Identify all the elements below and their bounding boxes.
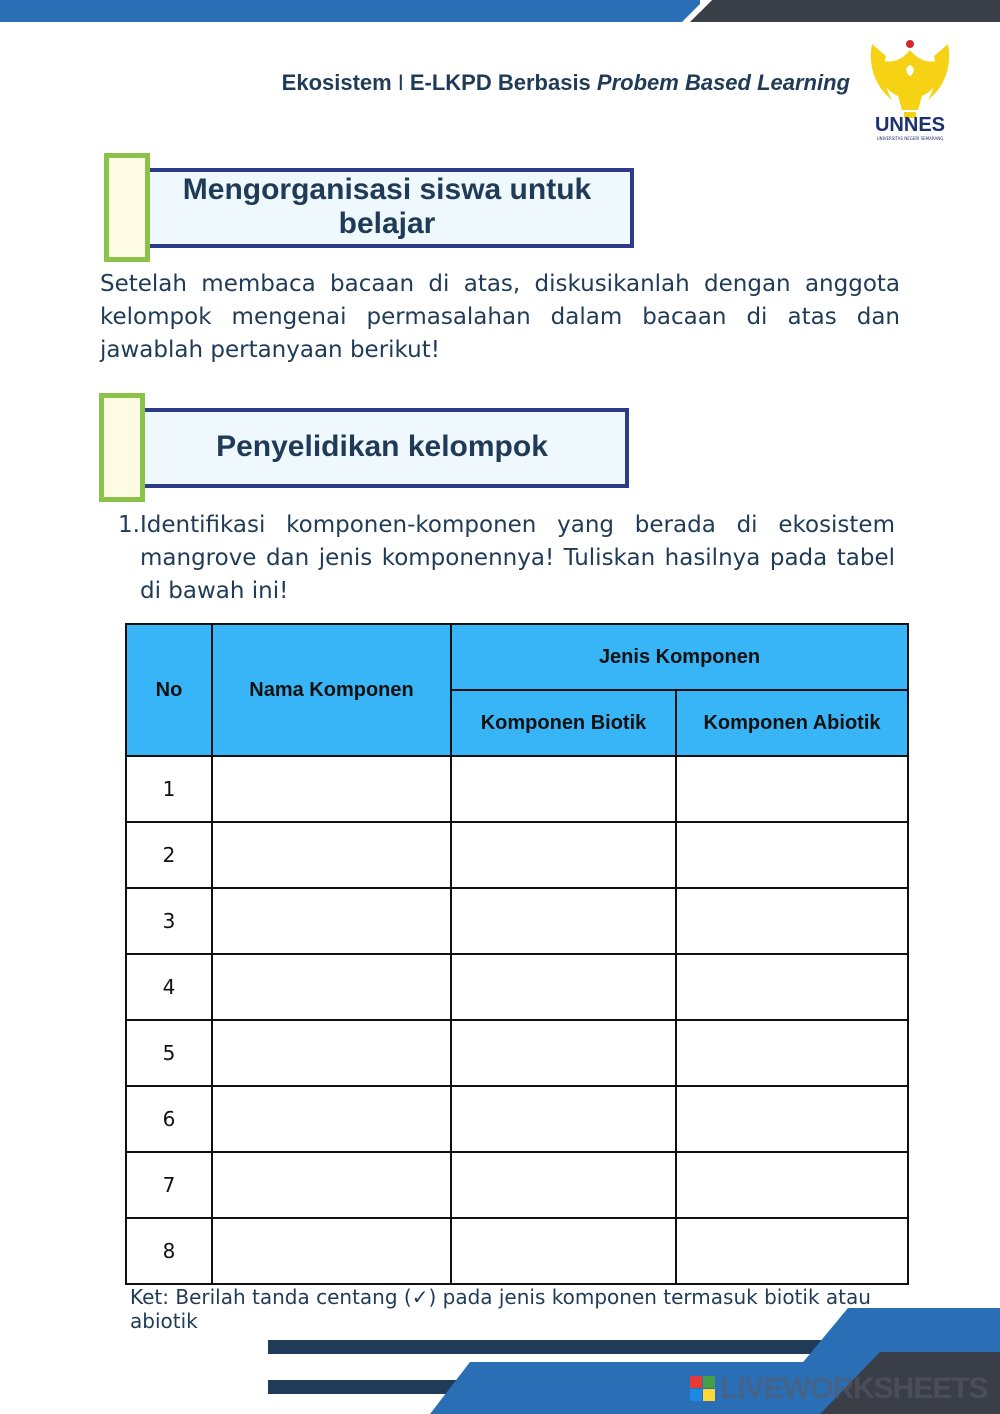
table-row	[126, 1086, 908, 1152]
row-number: 5	[126, 1020, 212, 1086]
component-table	[125, 623, 907, 1285]
unnes-logo	[862, 30, 958, 146]
biotik-cell[interactable]	[451, 1152, 676, 1218]
header-komponen-abiotik: Komponen Abiotik	[676, 690, 908, 756]
section-accent-block	[99, 393, 145, 502]
table-row	[126, 822, 908, 888]
header-title-italic: Probem Based Learning	[596, 70, 850, 95]
nama-komponen-cell[interactable]	[212, 822, 451, 888]
abiotik-cell[interactable]	[676, 1020, 908, 1086]
header-separator: I	[397, 70, 404, 95]
question-number: 1.	[118, 512, 140, 538]
abiotik-cell[interactable]	[676, 1152, 908, 1218]
question-text: Identifikasi komponen-komponen yang berada di ekosistem mangrove dan jenis komponennya! Tuliskan hasilnya pada tabel di bawah ini!	[140, 512, 895, 604]
logo-text: UNNES	[874, 114, 945, 136]
watermark-text: LIVEWORKSHEETS	[720, 1372, 988, 1405]
abiotik-cell[interactable]	[676, 1218, 908, 1284]
nama-komponen-cell[interactable]	[212, 1218, 451, 1284]
logo-subtext: UNIVERSITAS NEGERI SEMARANG	[876, 136, 944, 141]
table-row	[126, 954, 908, 1020]
top-decorative-bar	[0, 0, 1000, 22]
biotik-cell[interactable]	[451, 888, 676, 954]
nama-komponen-cell[interactable]	[212, 1020, 451, 1086]
table-row	[126, 1218, 908, 1284]
nama-komponen-cell[interactable]	[212, 954, 451, 1020]
row-number: 1	[126, 756, 212, 822]
header-no: No	[126, 624, 212, 756]
biotik-cell[interactable]	[451, 1218, 676, 1284]
abiotik-cell[interactable]	[676, 888, 908, 954]
table-row	[126, 1020, 908, 1086]
section-title-investigation: Penyelidikan kelompok	[216, 430, 548, 463]
nama-komponen-cell[interactable]	[212, 888, 451, 954]
table-row	[126, 888, 908, 954]
row-number: 6	[126, 1086, 212, 1152]
biotik-cell[interactable]	[451, 954, 676, 1020]
unnes-emblem-icon	[862, 30, 958, 122]
abiotik-cell[interactable]	[676, 822, 908, 888]
row-number: 3	[126, 888, 212, 954]
header-title-topic: Ekosistem	[281, 70, 392, 95]
abiotik-cell[interactable]	[676, 1086, 908, 1152]
table-note: Ket: Berilah tanda centang (✓) pada jenis komponen termasuk biotik atau abiotik	[130, 1285, 871, 1333]
liveworksheets-watermark	[690, 1372, 1000, 1406]
nama-komponen-cell[interactable]	[212, 1086, 451, 1152]
section-title-organize: Mengorganisasi siswa untuk belajar	[182, 173, 592, 240]
section-accent-block	[104, 153, 150, 262]
biotik-cell[interactable]	[451, 822, 676, 888]
row-number: 2	[126, 822, 212, 888]
abiotik-cell[interactable]	[676, 756, 908, 822]
biotik-cell[interactable]	[451, 1020, 676, 1086]
nama-komponen-cell[interactable]	[212, 756, 451, 822]
abiotik-cell[interactable]	[676, 954, 908, 1020]
header-jenis-komponen: Jenis Komponen	[451, 624, 908, 690]
liveworksheets-logo-icon	[690, 1376, 716, 1402]
header-nama-komponen: Nama Komponen	[212, 624, 451, 756]
header-title	[190, 70, 850, 96]
biotik-cell[interactable]	[451, 1086, 676, 1152]
header-title-subtitle: E-LKPD Berbasis	[409, 70, 591, 95]
biotik-cell[interactable]	[451, 756, 676, 822]
nama-komponen-cell[interactable]	[212, 1152, 451, 1218]
intro-paragraph: Setelah membaca bacaan di atas, diskusikanlah dengan anggota kelompok mengenai permasalahan dalam bacaan di atas dan jawablah pertanyaan berikut!	[100, 271, 900, 363]
row-number: 8	[126, 1218, 212, 1284]
table-row	[126, 756, 908, 822]
header-komponen-biotik: Komponen Biotik	[451, 690, 676, 756]
table-row	[126, 1152, 908, 1218]
row-number: 4	[126, 954, 212, 1020]
row-number: 7	[126, 1152, 212, 1218]
